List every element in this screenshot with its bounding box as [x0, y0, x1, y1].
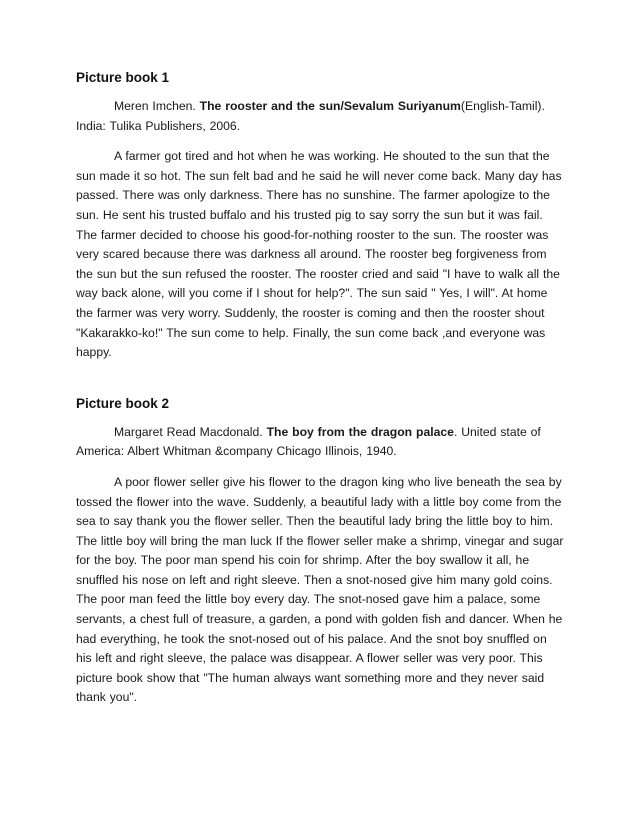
section-picture-book-2: [76, 396, 564, 708]
document-page: [76, 70, 564, 719]
book-summary: A poor flower seller give his flower to the dragon king who live beneath the sea by tossed the flower into the wave. Suddenly, a beautiful lady with a little boy come from the sea to say thank you the flower seller. Then the beautiful lady bring the little boy to him. The little boy will bring the man luck If the flower seller make a shrimp, vinegar and sugar for the boy. The poor man spend his coin for shrimp. After the boy swallow it all, he snuffled his nose on left and right sleeve. Then a snot-nosed give him many gold coins. The poor man feed the little boy every day. The snot-nosed gave him a palace, some servants, a chest full of treasure, a garden, a pond with golden fish and dancer. When he had everything, he took the snot-nosed out of his palace. And the snot boy snuffled on his left and right sleeve, the palace was disappear. A flower seller was very poor. This picture book show that "The human always want something more and they never said thank you".: [76, 474, 564, 705]
section-picture-book-1: [76, 70, 564, 363]
citation-title: The boy from the dragon palace: [266, 424, 454, 439]
book-summary: A farmer got tired and hot when he was working. He shouted to the sun that the sun made it so hot. The sun felt bad and he said he will never come back. Many day has passed. There was only darkness. There has no sunshine. The farmer apologize to the sun. He sent his trusted buffalo and his trusted pig to say sorry the sun but it was fail. The farmer decided to choose his good-for-nothing rooster to the sun. The rooster was very scared because there was darkness all around. The rooster beg forgiveness from the sun but the sun refused the rooster. The rooster cried and said "I have to walk all the way back alone, will you come if I shout for help?". The sun said " Yes, I will". At home the farmer was very worry. Suddenly, the rooster is coming and then the rooster shout "Kakarakko-ko!" The sun come to help. Finally, the sun come back ,and everyone was happy.: [76, 149, 562, 360]
book-citation: [76, 423, 564, 462]
citation-author: Margaret Read Macdonald.: [114, 424, 267, 439]
citation-publication: . United state of America: Albert Whitman &company Chicago Illinois, 1940.: [76, 424, 541, 459]
citation-publication: (English-Tamil). India: Tulika Publishers, 2006.: [76, 99, 545, 133]
section-heading: Picture book 1: [76, 70, 170, 85]
book-citation: [76, 97, 564, 136]
citation-author: Meren Imchen.: [114, 99, 200, 113]
citation-title: The rooster and the sun/Sevalum Suriyanum: [199, 99, 461, 113]
section-heading: Picture book 2: [76, 395, 170, 411]
